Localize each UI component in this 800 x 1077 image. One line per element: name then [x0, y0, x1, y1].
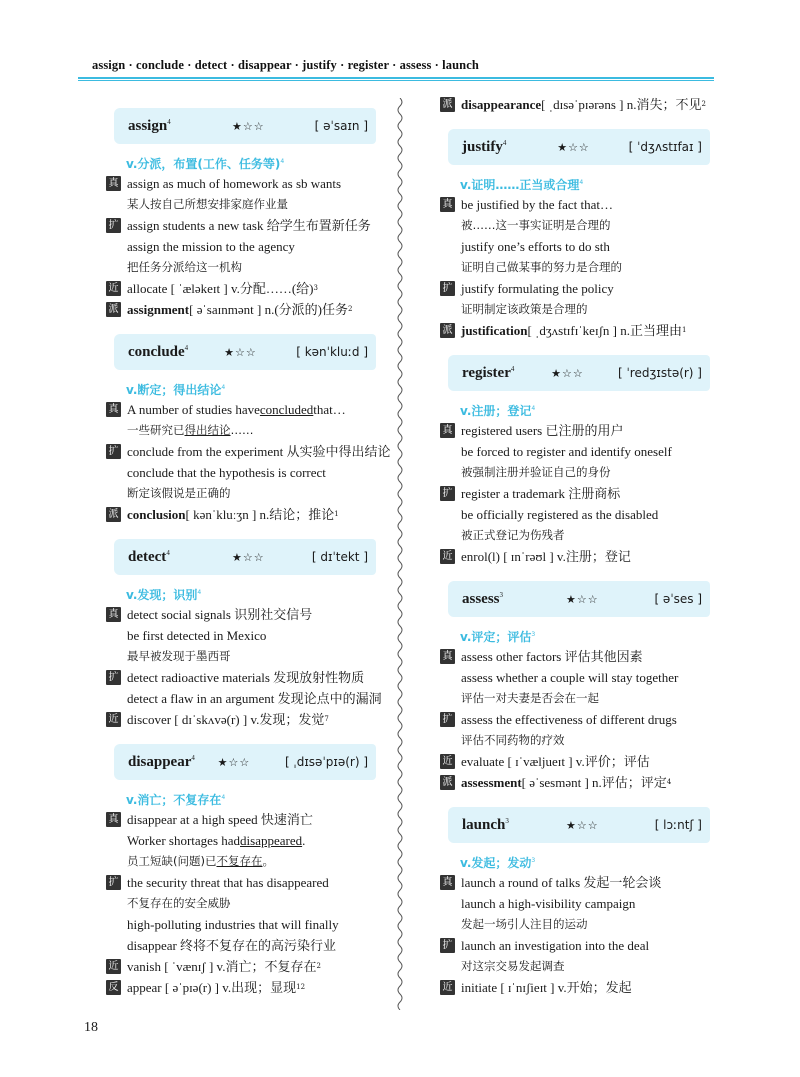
phonetic: [ əˈsaɪn ] — [314, 119, 368, 133]
derivative-row: 派 disappearance [ ˌdɪsəˈpɪərəns ] n.消失；不见 2 — [440, 94, 714, 115]
tag-zhen: 真 — [106, 812, 121, 827]
example-row: 真 A number of studies have concluded that… — [106, 399, 380, 420]
synonym-row: 近 evaluate [ ɪˈvæljueɪt ] v.评价；评估 — [440, 751, 714, 772]
example-row: be first detected in Mexico — [127, 628, 267, 643]
word-header-assign — [120, 108, 376, 144]
tag-zhen: 真 — [106, 607, 121, 622]
translation-row: 最早被发现于墨西哥 — [127, 649, 231, 663]
star-rating: ★☆☆ — [566, 592, 599, 606]
example-row: 扩 conclude from the experiment 从实验中得出结论 — [106, 441, 380, 462]
translation-row: 评估一对夫妻是否会在一起 — [461, 691, 599, 705]
tag-kuo: 扩 — [106, 218, 121, 233]
meaning: v.评定；评估$^3$ — [460, 630, 536, 644]
example-row: 扩 assess the effectiveness of different drugs — [440, 709, 714, 730]
tag-zhen: 真 — [106, 402, 121, 417]
tag-zhen: 真 — [440, 649, 455, 664]
translation-row: 被……这一事实证明是合理的 — [461, 218, 611, 232]
example-row: 真 assign as much of homework as sb wants — [106, 173, 380, 194]
translation-row: 发起一场引人注目的运动 — [461, 917, 588, 931]
phonetic: [ ˈredʒɪstə(r) ] — [618, 366, 702, 380]
tag-kuo: 扩 — [440, 281, 455, 296]
translation-row: 被强制注册并验证自己的身份 — [461, 465, 611, 479]
star-rating: ★☆☆ — [224, 345, 257, 359]
page-number: 18 — [84, 1020, 98, 1035]
word-header-conclude — [120, 334, 376, 370]
translation-row: 被正式登记为伤残者 — [461, 528, 565, 542]
example-row: 扩 the security threat that has disappeared — [106, 872, 380, 893]
word-header-disappear — [120, 744, 376, 780]
tag-pai: 派 — [440, 775, 455, 790]
phonetic: [ ˌdɪsəˈpɪə(r) ] — [284, 755, 368, 769]
tag-kuo: 扩 — [440, 486, 455, 501]
star-rating: ★☆☆ — [557, 140, 590, 154]
word-header-justify — [454, 129, 710, 165]
example-row: 真 disappear at a high speed 快速消亡 — [106, 809, 380, 830]
translation-row: 对这宗交易发起调查 — [461, 959, 565, 973]
synonym-row: 近 allocate [ ˈæləkeɪt ] v.分配……(给) 3 — [106, 278, 380, 299]
derivative-row: 派 assessment [ əˈsesmənt ] n.评估；评定 4 — [440, 772, 714, 793]
translation-row: 不复存在的安全威胁 — [127, 896, 231, 910]
translation-row: 员工短缺(问题)已 不复存在 。 — [127, 854, 274, 868]
example-row: 真 detect social signals 识别社交信号 — [106, 604, 380, 625]
example-row: 扩 launch an investigation into the deal — [440, 935, 714, 956]
translation-row: 证明制定该政策是合理的 — [461, 302, 588, 316]
star-rating: ★☆☆ — [232, 550, 265, 564]
meaning: v.注册；登记$^4$ — [460, 404, 536, 418]
tag-fan: 反 — [106, 980, 121, 995]
phonetic: [ dɪˈtekt ] — [311, 550, 368, 564]
tag-jin: 近 — [106, 712, 121, 727]
word-header-register — [454, 355, 710, 391]
word-header-assess — [454, 581, 710, 617]
example-row: 扩 justify formulating the policy — [440, 278, 714, 299]
phonetic: [ ˈdʒʌstɪfaɪ ] — [628, 140, 702, 154]
tag-kuo: 扩 — [106, 670, 121, 685]
tag-kuo: 扩 — [106, 875, 121, 890]
headword: launch$^3$ — [462, 816, 509, 833]
tag-pai: 派 — [440, 323, 455, 338]
antonym-row: 反 appear [ əˈpɪə(r) ] v.出现；显现 12 — [106, 977, 380, 998]
example-row: assess whether a couple will stay together — [461, 670, 679, 685]
translation-row: 某人按自己所想安排家庭作业量 — [127, 197, 288, 211]
translation-row: 评估不同药物的疗效 — [461, 733, 565, 747]
synonym-row: 近 initiate [ ɪˈnɪʃieɪt ] v.开始；发起 — [440, 977, 714, 998]
headword: assess$^3$ — [462, 590, 504, 607]
example-row: conclude that the hypothesis is correct — [127, 465, 326, 480]
meaning: v.消亡；不复存在$^4$ — [126, 793, 226, 807]
running-header: assign · conclude · detect · disappear · justify · register · assess · launch — [92, 58, 479, 72]
tag-pai: 派 — [440, 97, 455, 112]
example-row: 真 launch a round of talks 发起一轮会谈 — [440, 872, 714, 893]
star-rating: ★☆☆ — [232, 119, 265, 133]
translation-row: 断定该假说是正确的 — [127, 486, 231, 500]
example-row: be officially registered as the disabled — [461, 507, 659, 522]
headword: conclude$^4$ — [128, 343, 189, 360]
headword: disappear$^4$ — [128, 753, 195, 770]
example-row: 真 registered users 已注册的用户 — [440, 420, 714, 441]
example-row: Worker shortages had disappeared . — [127, 833, 306, 848]
tag-jin: 近 — [440, 754, 455, 769]
tag-jin: 近 — [106, 281, 121, 296]
word-header-launch — [454, 807, 710, 843]
meaning: v.证明……正当或合理$^4$ — [460, 178, 584, 192]
example-row: assign the mission to the agency — [127, 239, 295, 254]
example-row: high-polluting industries that will finally — [127, 917, 339, 932]
example-row: 真 assess other factors 评估其他因素 — [440, 646, 714, 667]
tag-kuo: 扩 — [440, 938, 455, 953]
translation-row: 证明自己做某事的努力是合理的 — [461, 260, 622, 274]
synonym-row: 近 enrol(l) [ ɪnˈrəʊl ] v.注册；登记 — [440, 546, 714, 567]
star-rating: ★☆☆ — [551, 366, 584, 380]
phonetic: [ lɔːntʃ ] — [654, 818, 702, 832]
example-row: 扩 assign students a new task 给学生布置新任务 — [106, 215, 380, 236]
example-row: 真 be justified by the fact that… — [440, 194, 714, 215]
tag-kuo: 扩 — [106, 444, 121, 459]
tag-pai: 派 — [106, 507, 121, 522]
derivative-row: 派 conclusion [ kənˈkluːʒn ] n.结论；推论 1 — [106, 504, 380, 525]
star-rating: ★☆☆ — [566, 818, 599, 832]
tag-zhen: 真 — [440, 197, 455, 212]
header-rule — [78, 77, 714, 81]
tag-jin: 近 — [440, 980, 455, 995]
tag-zhen: 真 — [106, 176, 121, 191]
example-row: 扩 detect radioactive materials 发现放射性物质 — [106, 667, 380, 688]
left-column — [106, 94, 391, 998]
meaning: v.断定；得出结论$^4$ — [126, 383, 226, 397]
example-row: detect a flaw in an argument 发现论点中的漏洞 — [127, 691, 382, 706]
meaning: v.分派，布置(工作、任务等)$^4$ — [126, 157, 285, 171]
derivative-row: 派 justification [ ˌdʒʌstɪfɪˈkeɪʃn ] n.正当理由 1 — [440, 320, 714, 341]
translation-row: 把任务分派给这一机构 — [127, 260, 242, 274]
tag-zhen: 真 — [440, 423, 455, 438]
example-row: 扩 register a trademark 注册商标 — [440, 483, 714, 504]
column-divider — [395, 98, 405, 1010]
meaning: v.发起；发动$^3$ — [460, 856, 536, 870]
example-row: be forced to register and identify oneself — [461, 444, 672, 459]
tag-jin: 近 — [106, 959, 121, 974]
tag-kuo: 扩 — [440, 712, 455, 727]
example-row: launch a high-visibility campaign — [461, 896, 636, 911]
headword: assign$^4$ — [128, 117, 171, 134]
synonym-row: 近 discover [ dɪˈskʌvə(r) ] v.发现；发觉 7 — [106, 709, 380, 730]
star-rating: ★☆☆ — [217, 755, 251, 769]
example-row: justify one’s efforts to do sth — [461, 239, 610, 254]
headword: justify$^4$ — [462, 138, 507, 155]
right-column — [440, 94, 714, 998]
example-row: disappear 终将不复存在的高污染行业 — [127, 938, 337, 953]
phonetic: [ əˈses ] — [654, 592, 702, 606]
headword: register$^4$ — [462, 364, 515, 381]
derivative-row: 派 assignment [ əˈsaɪnmənt ] n.(分派的)任务 2 — [106, 299, 380, 320]
phonetic: [ kənˈkluːd ] — [296, 345, 368, 359]
translation-row: 一些研究已 得出结论 …… — [127, 423, 254, 437]
meaning: v.发现；识别$^4$ — [126, 588, 202, 602]
synonym-row: 近 vanish [ ˈvænɪʃ ] v.消亡；不复存在 2 — [106, 956, 380, 977]
tag-pai: 派 — [106, 302, 121, 317]
headword: detect$^4$ — [128, 548, 170, 565]
tag-zhen: 真 — [440, 875, 455, 890]
word-header-detect — [120, 539, 376, 575]
tag-jin: 近 — [440, 549, 455, 564]
